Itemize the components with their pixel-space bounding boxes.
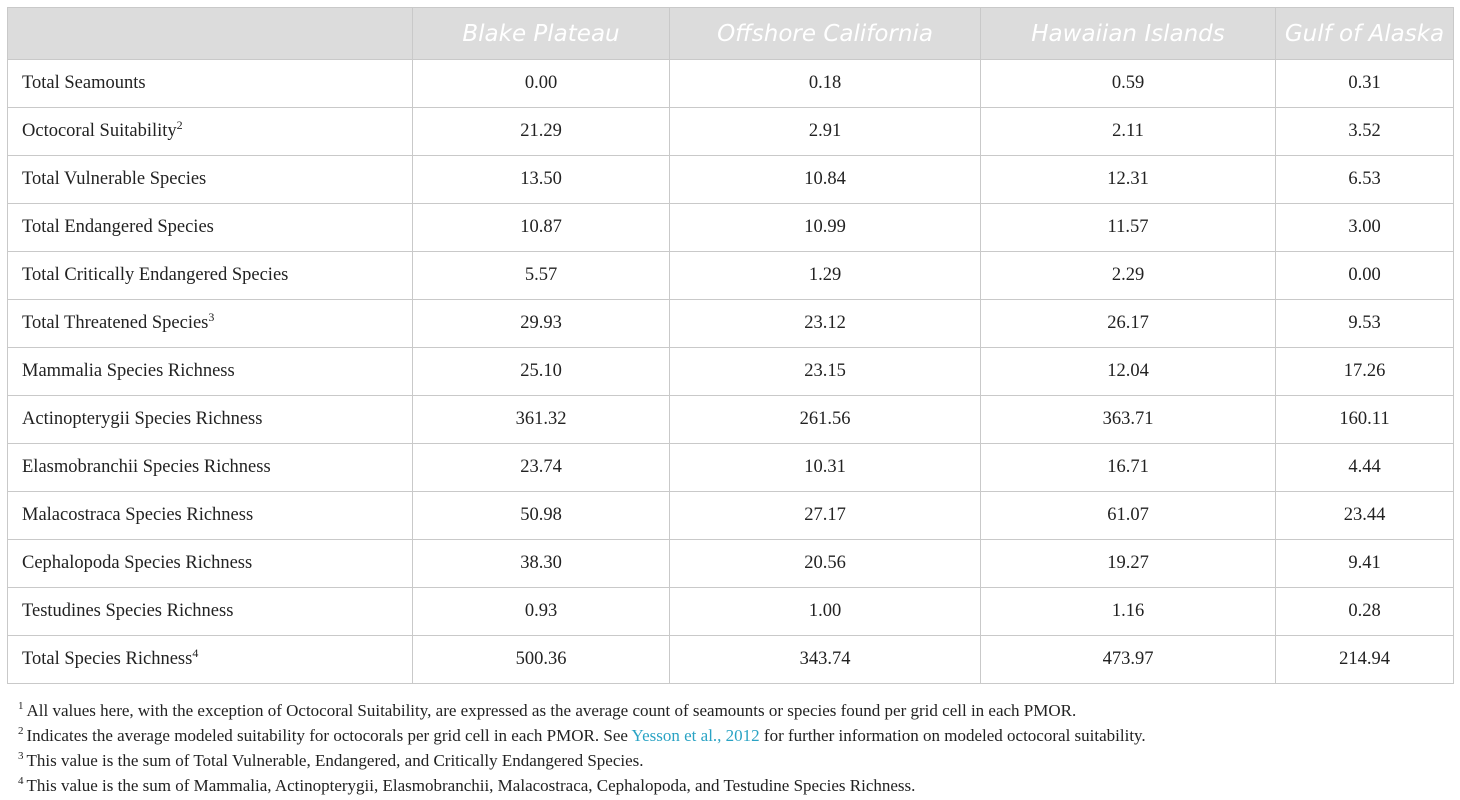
value-cell: 5.57 [413, 252, 670, 300]
row-label: Total Seamounts [22, 73, 146, 93]
row-label: Total Endangered Species [22, 217, 214, 237]
row-label-cell [8, 348, 413, 396]
footnote-text: All values here, with the exception of Octocoral Suitability, are expressed as the average count of seamounts or species found per grid cell in each PMOR. [26, 701, 1077, 720]
footnote-4 [18, 775, 1146, 800]
row-label-cell [8, 204, 413, 252]
header-row [8, 8, 1454, 60]
row-label-cell [8, 540, 413, 588]
row-label-cell [8, 492, 413, 540]
value-cell: 6.53 [1276, 156, 1454, 204]
row-label: Octocoral Suitability [22, 121, 177, 141]
value-cell: 343.74 [670, 636, 981, 684]
value-cell: 29.93 [413, 300, 670, 348]
value-cell: 160.11 [1276, 396, 1454, 444]
value-cell: 50.98 [413, 492, 670, 540]
value-cell: 9.53 [1276, 300, 1454, 348]
value-cell: 9.41 [1276, 540, 1454, 588]
row-label: Malacostraca Species Richness [22, 505, 254, 525]
row-label-cell [8, 636, 413, 684]
value-cell: 1.16 [981, 588, 1276, 636]
footnote-marker: 1 [18, 700, 24, 713]
row-label: Cephalopoda Species Richness [22, 553, 253, 573]
value-cell: 500.36 [413, 636, 670, 684]
value-cell: 0.93 [413, 588, 670, 636]
footnote-text: Indicates the average modeled suitability for octocorals per grid cell in each PMOR. See [26, 726, 632, 745]
row-label-cell [8, 444, 413, 492]
value-cell: 23.74 [413, 444, 670, 492]
value-cell: 2.91 [670, 108, 981, 156]
value-cell: 10.99 [670, 204, 981, 252]
row-label-cell [8, 156, 413, 204]
table-row [8, 60, 1454, 108]
value-cell: 61.07 [981, 492, 1276, 540]
value-cell: 0.59 [981, 60, 1276, 108]
table-row [8, 204, 1454, 252]
table-row [8, 156, 1454, 204]
footnote-reference: 2 [176, 117, 183, 132]
value-cell: 2.11 [981, 108, 1276, 156]
row-label: Total Threatened Species [22, 313, 209, 333]
table-row [8, 492, 1454, 540]
table-row [8, 588, 1454, 636]
row-label: Mammalia Species Richness [22, 361, 235, 381]
value-cell: 0.28 [1276, 588, 1454, 636]
value-cell: 10.84 [670, 156, 981, 204]
footnote-reference: 3 [208, 309, 215, 324]
footnote-text: for further information on modeled octocoral suitability. [759, 726, 1146, 745]
footnote-marker: 4 [18, 775, 24, 788]
value-cell: 13.50 [413, 156, 670, 204]
value-cell: 12.04 [981, 348, 1276, 396]
row-label-cell [8, 588, 413, 636]
footnote-3 [18, 750, 1146, 775]
table-row [8, 108, 1454, 156]
column-header-empty [8, 8, 413, 60]
value-cell: 214.94 [1276, 636, 1454, 684]
value-cell: 25.10 [413, 348, 670, 396]
column-header-offshore-california: Offshore California [670, 8, 981, 60]
column-header-blake-plateau: Blake Plateau [413, 8, 670, 60]
value-cell: 20.56 [670, 540, 981, 588]
pmor-comparison-table [7, 7, 1454, 684]
column-header-gulf-of-alaska: Gulf of Alaska [1276, 8, 1454, 60]
footnote-text: This value is the sum of Mammalia, Actinopterygii, Elasmobranchii, Malacostraca, Cephalopoda, and Testudine Species Richness. [26, 776, 916, 795]
value-cell: 11.57 [981, 204, 1276, 252]
table-row [8, 540, 1454, 588]
row-label-cell [8, 396, 413, 444]
table-row [8, 444, 1454, 492]
value-cell: 23.12 [670, 300, 981, 348]
value-cell: 23.44 [1276, 492, 1454, 540]
value-cell: 12.31 [981, 156, 1276, 204]
column-header-hawaiian-islands: Hawaiian Islands [981, 8, 1276, 60]
row-label-cell [8, 108, 413, 156]
value-cell: 17.26 [1276, 348, 1454, 396]
value-cell: 10.87 [413, 204, 670, 252]
row-label: Actinopterygii Species Richness [22, 409, 263, 429]
value-cell: 1.29 [670, 252, 981, 300]
row-label-cell [8, 252, 413, 300]
value-cell: 473.97 [981, 636, 1276, 684]
row-label: Total Species Richness [22, 649, 193, 669]
table-row [8, 396, 1454, 444]
value-cell: 21.29 [413, 108, 670, 156]
table-row [8, 300, 1454, 348]
value-cell: 19.27 [981, 540, 1276, 588]
value-cell: 361.32 [413, 396, 670, 444]
value-cell: 3.00 [1276, 204, 1454, 252]
footnote-text: This value is the sum of Total Vulnerable, Endangered, and Critically Endangered Species. [26, 751, 644, 770]
value-cell: 363.71 [981, 396, 1276, 444]
value-cell: 2.29 [981, 252, 1276, 300]
value-cell: 3.52 [1276, 108, 1454, 156]
footnote-marker: 3 [18, 750, 24, 763]
table-row [8, 252, 1454, 300]
row-label-cell [8, 60, 413, 108]
row-label: Testudines Species Richness [22, 601, 234, 621]
value-cell: 16.71 [981, 444, 1276, 492]
row-label-cell [8, 300, 413, 348]
value-cell: 0.31 [1276, 60, 1454, 108]
row-label: Elasmobranchii Species Richness [22, 457, 271, 477]
value-cell: 0.00 [1276, 252, 1454, 300]
value-cell: 0.00 [413, 60, 670, 108]
row-label: Total Critically Endangered Species [22, 265, 289, 285]
table-row [8, 636, 1454, 684]
footnote-marker: 2 [18, 725, 24, 738]
footnote-reference: 4 [192, 645, 199, 660]
value-cell: 10.31 [670, 444, 981, 492]
value-cell: 38.30 [413, 540, 670, 588]
footnote-2 [18, 725, 1146, 750]
value-cell: 4.44 [1276, 444, 1454, 492]
citation-link[interactable]: Yesson et al., 2012 [631, 726, 760, 745]
row-label: Total Vulnerable Species [22, 169, 207, 189]
footnote-1 [18, 700, 1146, 725]
value-cell: 261.56 [670, 396, 981, 444]
value-cell: 0.18 [670, 60, 981, 108]
value-cell: 23.15 [670, 348, 981, 396]
value-cell: 26.17 [981, 300, 1276, 348]
value-cell: 27.17 [670, 492, 981, 540]
value-cell: 1.00 [670, 588, 981, 636]
table-footnotes [18, 700, 1146, 800]
table-row [8, 348, 1454, 396]
